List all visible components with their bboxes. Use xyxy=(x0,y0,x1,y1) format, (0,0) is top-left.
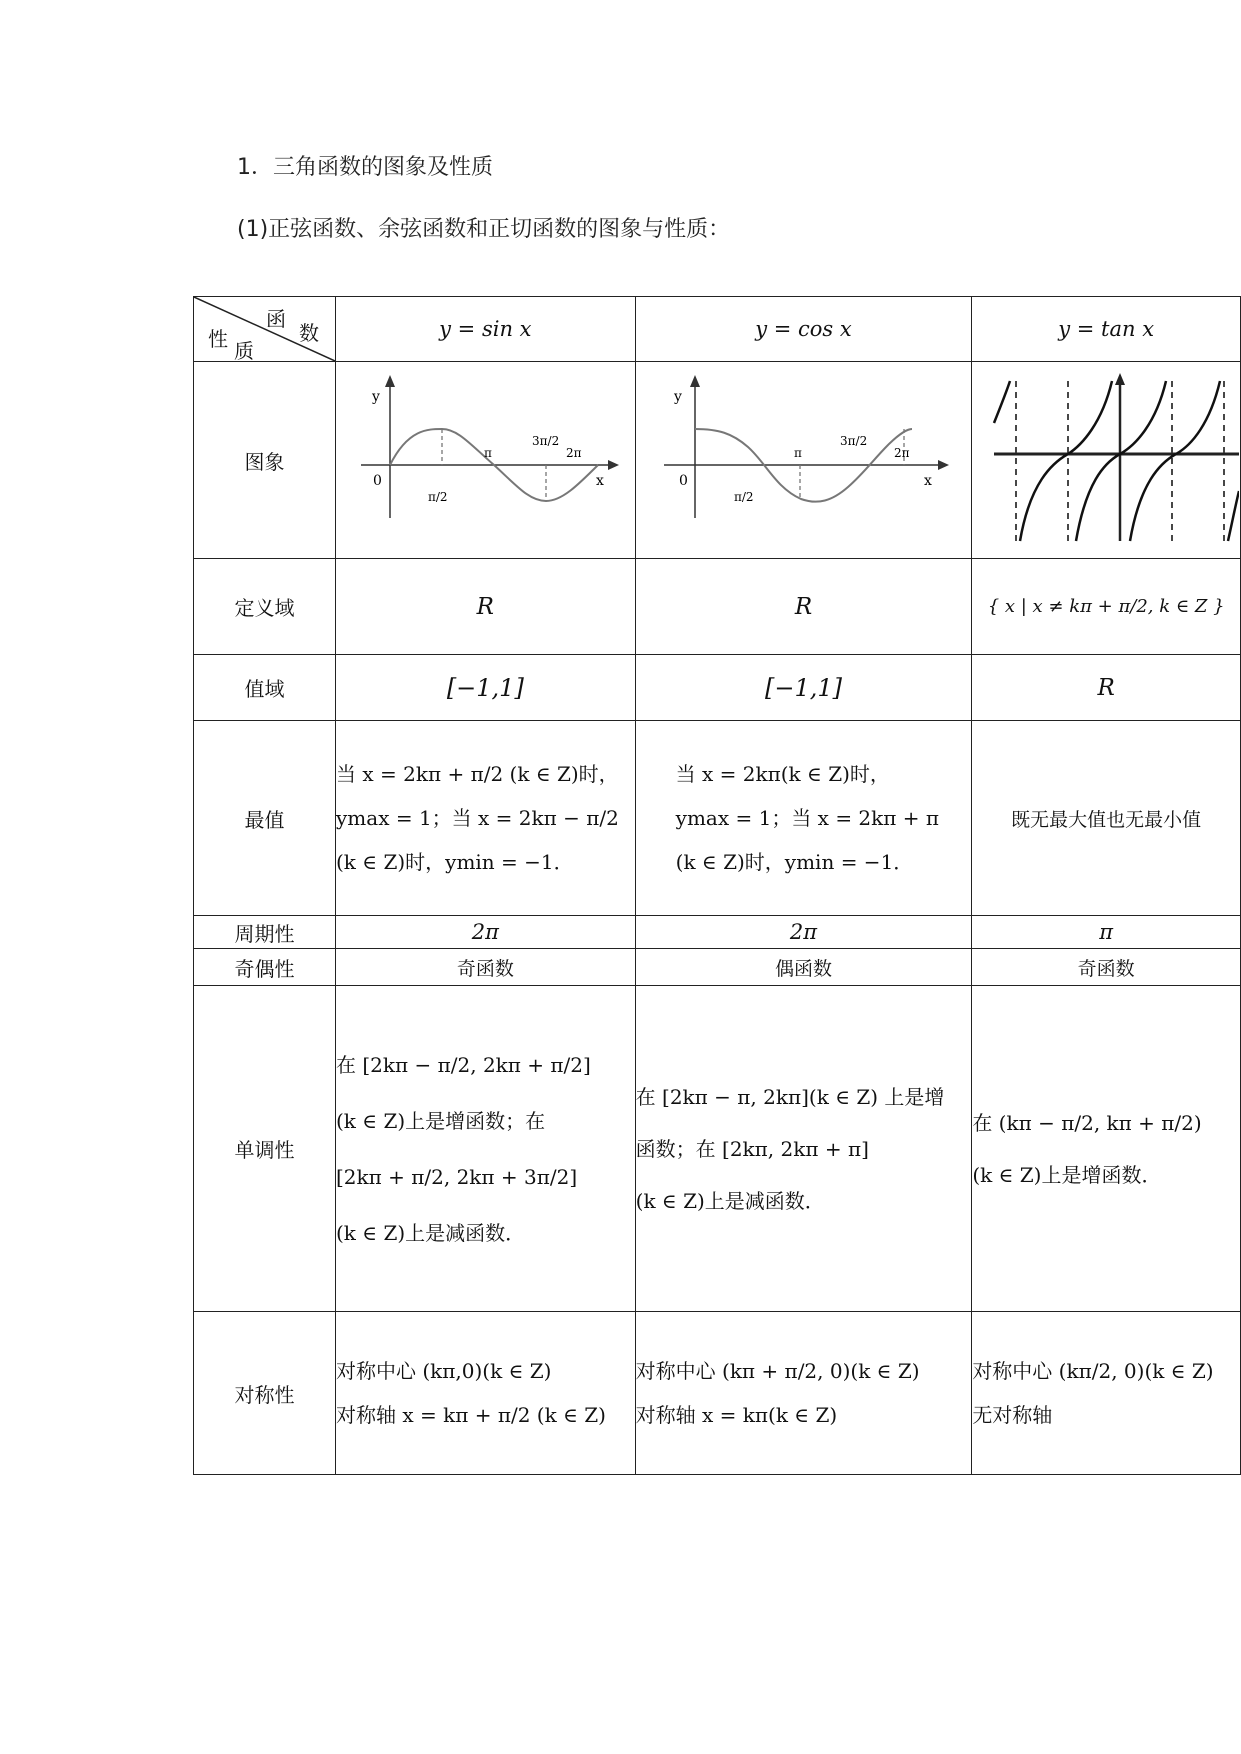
symmetry-tan xyxy=(972,1312,1241,1475)
cos-y-label: y xyxy=(673,388,682,405)
range-cos: [−1,1] xyxy=(635,655,972,721)
extrema-cos-line3: (k ∈ Z)时，ymin = −1． xyxy=(675,850,914,874)
label-graph: 图象 xyxy=(194,362,336,559)
section-heading: 1．三角函数的图象及性质 xyxy=(237,155,493,180)
monotonic-tan-line2: (k ∈ Z)上是增函数． xyxy=(972,1162,1162,1187)
period-sin: 2π xyxy=(336,916,636,949)
sin-graph-cell xyxy=(336,362,636,559)
row-monotonic xyxy=(194,986,1241,1312)
range-tan: R xyxy=(972,655,1241,721)
sin-2pi-label: 2π xyxy=(566,445,582,460)
sin-y-label: y xyxy=(372,388,380,405)
monotonic-cos xyxy=(635,986,972,1312)
label-domain: 定义域 xyxy=(194,559,336,655)
trig-properties-table xyxy=(193,296,1241,1475)
header-sin: y = sin x xyxy=(336,297,636,362)
monotonic-sin-line1: 在 [2kπ − π/2, 2kπ + π/2] xyxy=(336,1052,591,1077)
monotonic-cos-line1: 在 [2kπ − π, 2kπ](k ∈ Z) 上是增 xyxy=(635,1084,945,1109)
diag-top-a: 函 xyxy=(266,307,286,331)
row-parity xyxy=(194,949,1241,986)
cos-x-label: x xyxy=(923,472,932,489)
row-symmetry xyxy=(194,1312,1241,1475)
symmetry-cos-line2: 对称轴 x = kπ(k ∈ Z) xyxy=(635,1403,838,1427)
diagonal-header-cell xyxy=(194,297,336,362)
extrema-sin-line2: ymax = 1；当 x = 2kπ − π/2 xyxy=(336,806,619,830)
row-graph xyxy=(194,362,1241,559)
extrema-cos xyxy=(635,721,972,916)
parity-cos: 偶函数 xyxy=(635,949,972,986)
symmetry-tan-line1: 对称中心 (kπ/2, 0)(k ∈ Z) xyxy=(972,1359,1214,1383)
subsection-heading: (1)正弦函数、余弦函数和正切函数的图象与性质： xyxy=(237,217,731,242)
range-sin: [−1,1] xyxy=(336,655,636,721)
tan-graph xyxy=(972,363,1239,558)
cos-origin-label: 0 xyxy=(678,472,688,489)
row-period xyxy=(194,916,1241,949)
parity-tan: 奇函数 xyxy=(972,949,1241,986)
label-monotonic: 单调性 xyxy=(194,986,336,1312)
monotonic-sin-line4: (k ∈ Z)上是减函数． xyxy=(336,1220,526,1245)
header-row xyxy=(194,297,1241,362)
label-period: 周期性 xyxy=(194,916,336,949)
domain-sin: R xyxy=(336,559,636,655)
sin-x-label: x xyxy=(596,472,604,489)
label-extrema: 最值 xyxy=(194,721,336,916)
monotonic-sin-line2: (k ∈ Z)上是增函数；在 xyxy=(336,1108,546,1133)
label-range: 值域 xyxy=(194,655,336,721)
extrema-sin-line3: (k ∈ Z)时，ymin = −1． xyxy=(336,850,574,874)
diag-top-b: 数 xyxy=(299,321,319,345)
symmetry-sin-line2: 对称轴 x = kπ + π/2 (k ∈ Z) xyxy=(336,1403,606,1427)
row-range xyxy=(194,655,1241,721)
extrema-cos-line1: 当 x = 2kπ(k ∈ Z)时， xyxy=(675,762,890,786)
monotonic-cos-line3: (k ∈ Z)上是减函数． xyxy=(635,1188,825,1213)
symmetry-cos xyxy=(635,1312,972,1475)
diag-bottom-a: 性 xyxy=(208,327,228,351)
cos-pi-label: π xyxy=(793,445,802,460)
parity-sin: 奇函数 xyxy=(336,949,636,986)
symmetry-sin xyxy=(336,1312,636,1475)
extrema-cos-line2: ymax = 1；当 x = 2kπ + π xyxy=(675,806,940,830)
cos-3pi2-label: 3π/2 xyxy=(839,433,867,448)
cos-graph-cell xyxy=(635,362,972,559)
header-cos: y = cos x xyxy=(635,297,972,362)
cos-graph xyxy=(636,363,971,558)
cos-2pi-label: 2π xyxy=(893,445,910,460)
extrema-sin xyxy=(336,721,636,916)
row-extrema xyxy=(194,721,1241,916)
sin-pi-label: π xyxy=(484,445,492,460)
row-domain xyxy=(194,559,1241,655)
sin-pi2-label: π/2 xyxy=(428,489,448,504)
diag-bottom-b: 质 xyxy=(234,339,254,363)
sin-origin-label: 0 xyxy=(373,472,382,489)
cos-pi2-label: π/2 xyxy=(733,489,754,504)
domain-cos: R xyxy=(635,559,972,655)
label-parity: 奇偶性 xyxy=(194,949,336,986)
monotonic-tan-line1: 在 (kπ − π/2, kπ + π/2) xyxy=(972,1110,1202,1135)
monotonic-tan xyxy=(972,986,1241,1312)
tan-graph-cell xyxy=(972,362,1241,559)
period-tan: π xyxy=(972,916,1241,949)
header-tan: y = tan x xyxy=(972,297,1241,362)
extrema-sin-line1: 当 x = 2kπ + π/2 (k ∈ Z)时， xyxy=(336,762,619,786)
sin-graph xyxy=(336,363,634,558)
label-symmetry: 对称性 xyxy=(194,1312,336,1475)
monotonic-cos-line2: 函数；在 [2kπ, 2kπ + π] xyxy=(635,1136,869,1161)
domain-tan: { x | x ≠ kπ + π/2, k ∈ Z } xyxy=(972,559,1241,655)
period-cos: 2π xyxy=(635,916,972,949)
extrema-tan: 既无最大值也无最小值 xyxy=(972,721,1241,916)
sin-3pi2-label: 3π/2 xyxy=(532,433,560,448)
monotonic-sin xyxy=(336,986,636,1312)
symmetry-sin-line1: 对称中心 (kπ,0)(k ∈ Z) xyxy=(336,1359,552,1383)
monotonic-sin-line3: [2kπ + π/2, 2kπ + 3π/2] xyxy=(336,1164,578,1189)
symmetry-tan-line2: 无对称轴 xyxy=(972,1403,1053,1427)
symmetry-cos-line1: 对称中心 (kπ + π/2, 0)(k ∈ Z) xyxy=(635,1359,920,1383)
